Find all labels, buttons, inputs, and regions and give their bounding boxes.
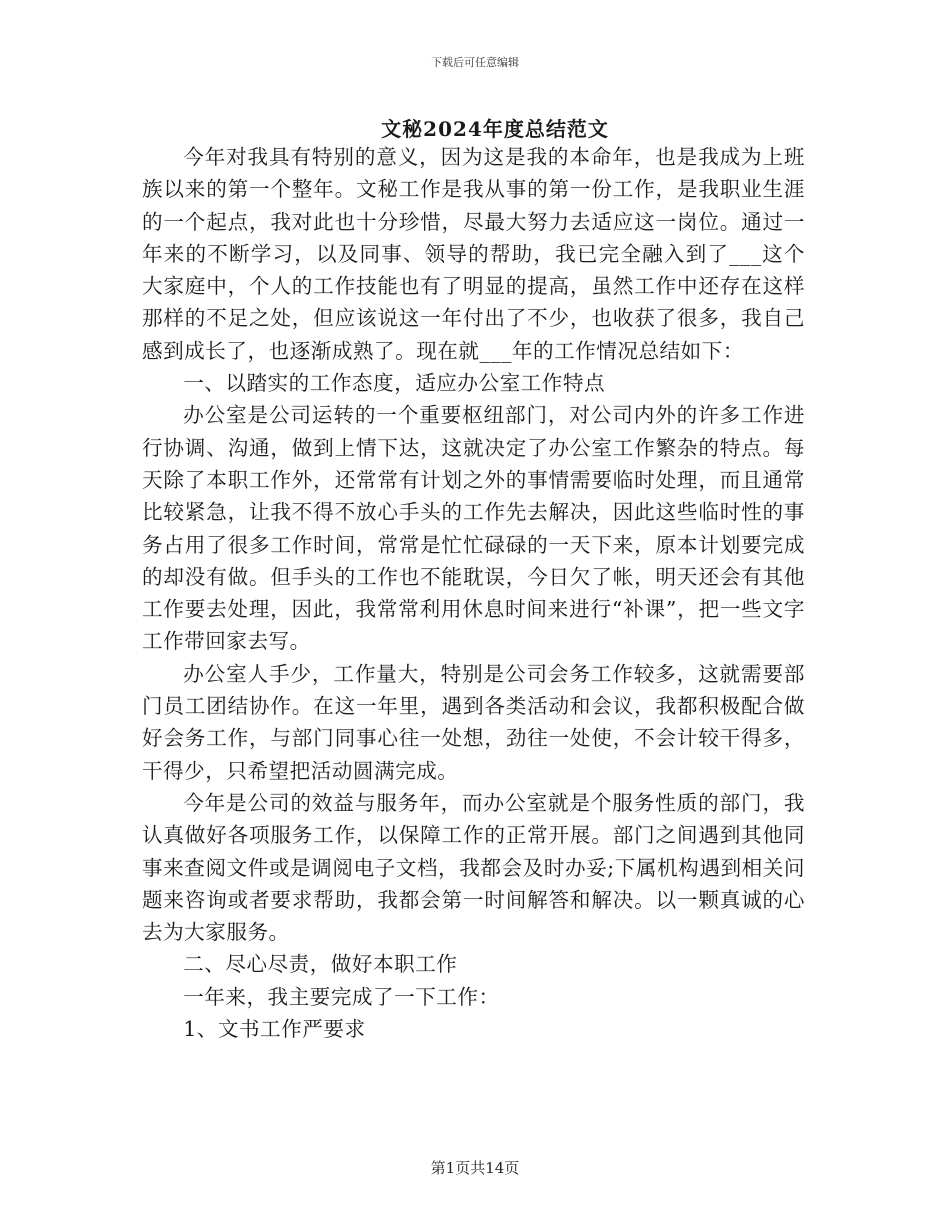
- page-number-footer: 第1页共14页: [430, 1159, 520, 1177]
- paragraph: 办公室是公司运转的一个重要枢纽部门，对公司内外的许多工作进行协调、沟通，做到上情下达，这就决定了办公室工作繁杂的特点。每天除了本职工作外，还常常有计划之外的事情需要临时处理，而且通常比较紧急，让我不得不放心手头的工作先去解决，因此这些临时性的事务占用了很多工作时间，常常是忙忙碌碌的一天下来，原本计划要完成的却没有做。但手头的工作也不能耽误，今日欠了帐，明天还会有其他工作要去处理，因此，我常常利用休息时间来进行“补课”，把一些文字工作带回家去写。: [142, 403, 805, 654]
- document-body: [142, 141, 805, 1045]
- paragraph: 今年是公司的效益与服务年，而办公室就是个服务性质的部门，我认真做好各项服务工作，以保障工作的正常开展。部门之间遇到其他同事来查阅文件或是调阅电子文档，我都会及时办妥;下属机构遇到相关问题来咨询或者要求帮助，我都会第一时间解答和解决。以一颗真诚的心去为大家服务。: [142, 790, 805, 945]
- document-title: 文秘2024年度总结范文: [381, 117, 609, 141]
- section-heading-2: 二、尽心尽责，做好本职工作: [183, 952, 458, 977]
- paragraph: 一年来，我主要完成了一下工作：: [183, 984, 500, 1009]
- list-item-heading: 1、文书工作严要求: [183, 1017, 366, 1042]
- section-heading-1: 一、以踏实的工作态度，适应办公室工作特点: [183, 371, 606, 396]
- paragraph-intro: 今年对我具有特别的意义，因为这是我的本命年，也是我成为上班族以来的第一个整年。文秘工作是我从事的第一份工作，是我职业生涯的一个起点，我对此也十分珍惜，尽最大努力去适应这一岗位。通过一年来的不断学习，以及同事、领导的帮助，我已完全融入到了___这个大家庭中，个人的工作技能也有了明显的提高，虽然工作中还存在这样那样的不足之处，但应该说这一年付出了不少，也收获了很多，我自己感到成长了，也逐渐成熟了。现在就___年的工作情况总结如下：: [142, 145, 805, 363]
- header-note: 下载后可任意编辑: [431, 56, 519, 69]
- paragraph: 办公室人手少，工作量大，特别是公司会务工作较多，这就需要部门员工团结协作。在这一年里，遇到各类活动和会议，我都积极配合做好会务工作，与部门同事心往一处想，劲往一处使，不会计较干得多，干得少，只希望把活动圆满完成。: [142, 661, 805, 783]
